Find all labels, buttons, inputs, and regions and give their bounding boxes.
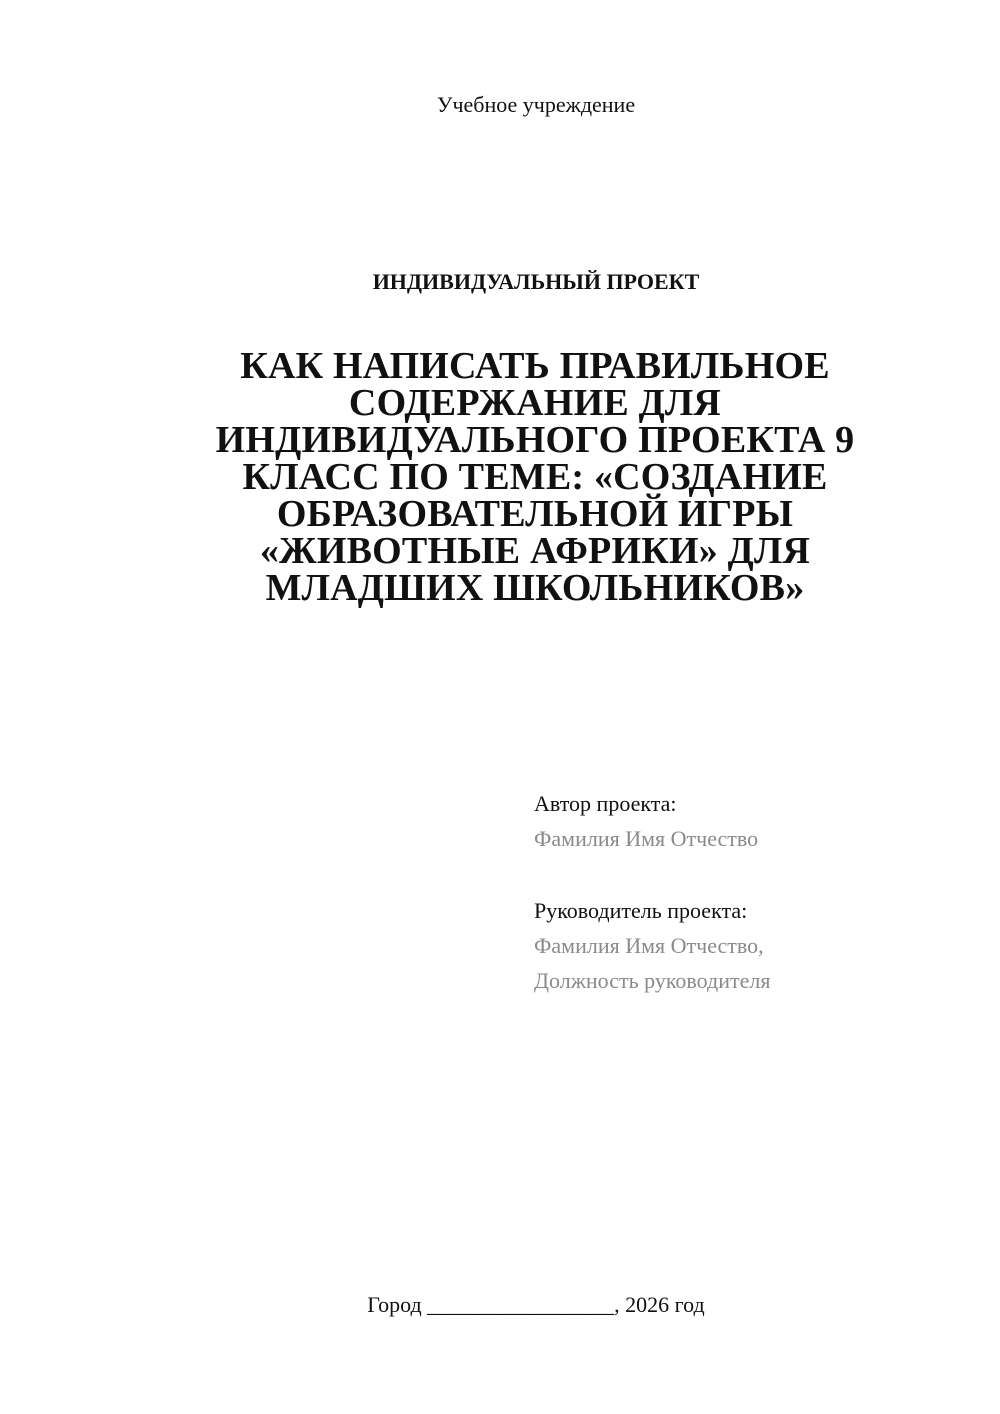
supervisor-label: Руководитель проекта: <box>534 898 748 923</box>
title-line: ОБРАЗОВАТЕЛЬНОЙ ИГРЫ <box>276 493 794 535</box>
title-line: «ЖИВОТНЫЕ АФРИКИ» ДЛЯ <box>259 530 811 572</box>
document-type-heading: ИНДИВИДУАЛЬНЫЙ ПРОЕКТ <box>372 269 700 294</box>
city-year-line: Город _________________, 2026 год <box>367 1292 705 1317</box>
supervisor-block <box>534 893 954 998</box>
author-label: Автор проекта: <box>534 791 677 816</box>
title-line: КАК НАПИСАТЬ ПРАВИЛЬНОЕ <box>240 345 830 387</box>
supervisor-position-placeholder: Должность руководителя <box>534 968 771 993</box>
title-line: МЛАДШИХ ШКОЛЬНИКОВ» <box>265 567 805 609</box>
title-line: КЛАСС ПО ТЕМЕ: «СОЗДАНИЕ <box>242 456 828 498</box>
title-line: ИНДИВИДУАЛЬНОГО ПРОЕКТА 9 <box>215 419 855 461</box>
title-line: СОДЕРЖАНИЕ ДЛЯ <box>348 382 722 424</box>
institution-name: Учебное учреждение <box>436 92 636 117</box>
supervisor-name-placeholder: Фамилия Имя Отчество, <box>534 933 764 958</box>
author-name-placeholder: Фамилия Имя Отчество <box>534 826 759 851</box>
project-title <box>200 345 870 609</box>
author-block <box>534 786 954 856</box>
